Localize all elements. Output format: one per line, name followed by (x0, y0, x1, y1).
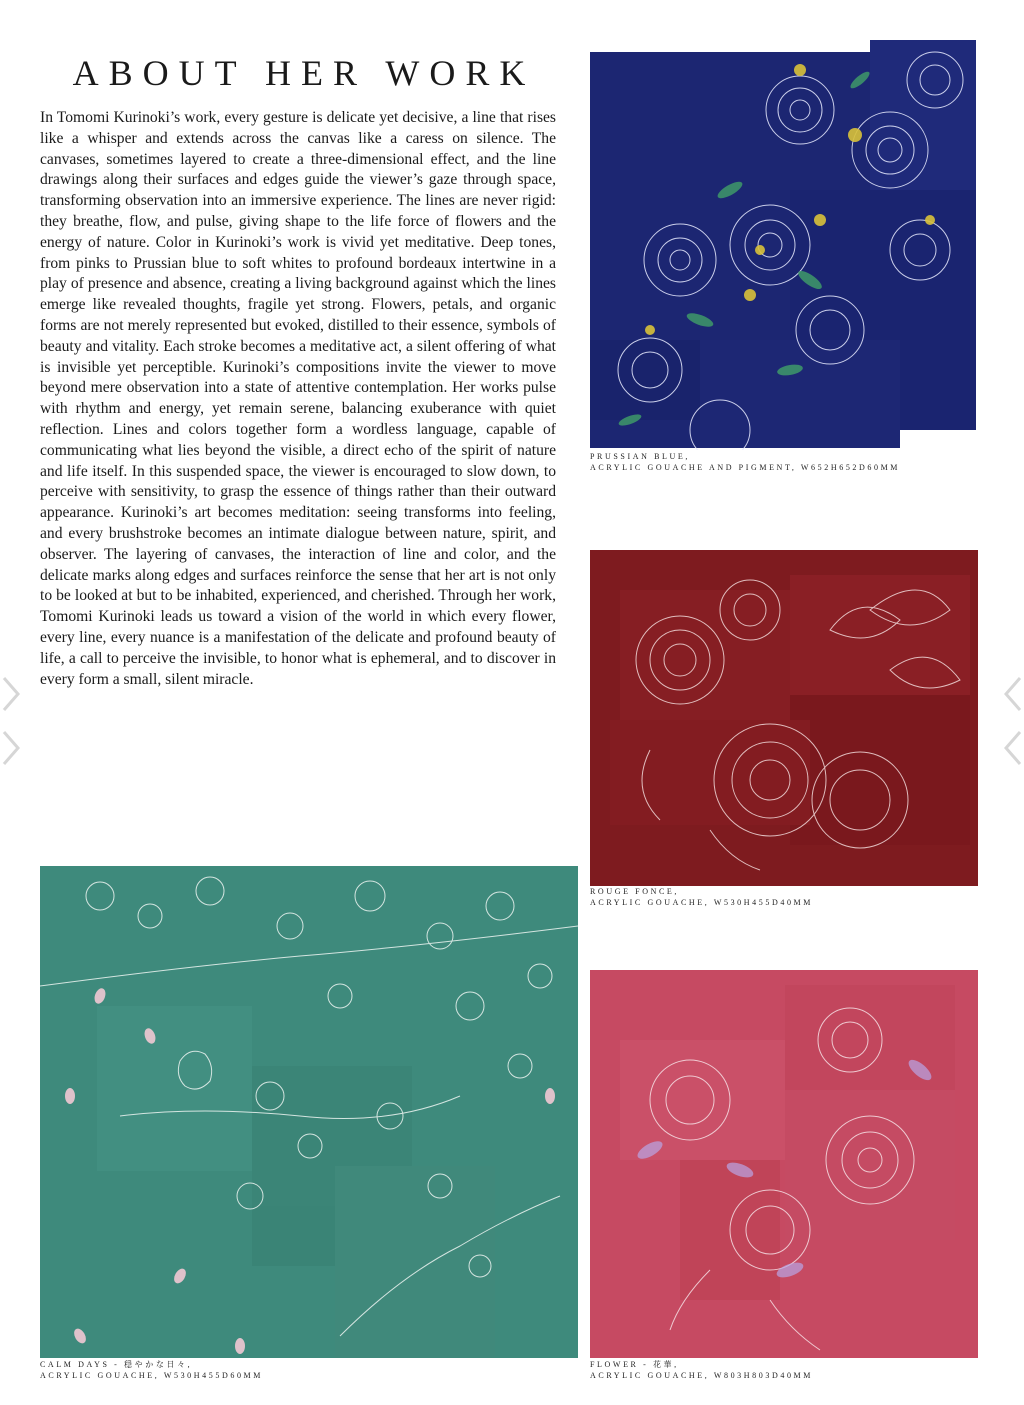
chevron-right-icon[interactable] (1002, 676, 1024, 712)
artwork-rouge-fonce-caption (590, 886, 813, 908)
artwork-details: ACRYLIC GOUACHE, W803H803D40MM (590, 1371, 813, 1380)
chevron-left-icon[interactable] (0, 730, 22, 766)
artwork-rouge-fonce-image (590, 550, 978, 886)
artwork-calm-days-image (40, 866, 578, 1358)
artwork-title: PRUSSIAN BLUE, (590, 452, 690, 461)
chevron-left-icon[interactable] (0, 676, 22, 712)
artwork-prussian-blue-image (590, 40, 976, 450)
artwork-prussian-blue-caption (590, 451, 900, 473)
artwork-title: FLOWER - 花華, (590, 1360, 679, 1369)
page-title: ABOUT HER WORK (72, 53, 536, 93)
article-body: In Tomomi Kurinoki’s work, every gesture is delicate yet decisive, a line that rises like a whisper and extends across the canvas like a caress on silence. The canvases, sometimes layered to create a three-dimensional effect, and the line drawings along their surfaces and edges guide the viewer’s gaze through space, transforming observation into an immersive experience. The lines are never rigid: they breathe, flow, and pulse, giving shape to the life force of flowers and the energy of nature. Color in Kurinoki’s work is vivid yet meditative. Deep tones, from pinks to Prussian blue to soft whites to profound bordeaux intertwine in a play of presence and absence, creating a living background against which the lines emerge like revealed thoughts, fragile yet strong. Flowers, petals, and organic forms are not merely represented but evoked, distilled to their essence, symbols of beauty and vitality. Each stroke becomes a meditative act, a silent offering of what is invisible yet perceptible. Kurinoki’s compositions invite the viewer to move beyond mere observation into a state of attentive contemplation. Her works pulse with rhythm and energy, yet remain serene, balancing exuberance with quiet reflection. Lines and colors together form a wordless language, capable of communicating what lies beyond the visible, a direct echo of the spirit of nature and life itself. In this suspended space, the viewer is encouraged to slow down, to perceive with sensitivity, to grasp the essence of things rather than their outward appearance. Kurinoki’s art becomes meditation: seeing transforms into feeling, and every brushstroke becomes an intimate dialogue between nature, spirit, and observer. The layering of canvases, the interaction of line and color, and the delicate marks along edges and surfaces reinforce the sense that her art is not only to be looked at but to be inhabited, experienced, and cherished. Through her work, Tomomi Kurinoki leads us toward a vision of the world in which every flower, every line, every nuance is a manifestation of the delicate and profound beauty of life, a call to perceive the invisible, to honor what is ephemeral, and to discover in every form a small, silent miracle. (40, 109, 556, 688)
artwork-title: ROUGE FONCE, (590, 887, 679, 896)
artwork-details: ACRYLIC GOUACHE, W530H455D60MM (40, 1371, 263, 1380)
artwork-flower-caption (590, 1359, 813, 1381)
chevron-right-icon[interactable] (1002, 730, 1024, 766)
artwork-title: CALM DAYS - 穏やかな日々, (40, 1360, 193, 1369)
artwork-flower-image (590, 970, 978, 1358)
artwork-details: ACRYLIC GOUACHE, W530H455D40MM (590, 898, 813, 907)
artwork-details: ACRYLIC GOUACHE AND PIGMENT, W652H652D60MM (590, 463, 901, 472)
artwork-calm-days-caption (40, 1359, 263, 1381)
